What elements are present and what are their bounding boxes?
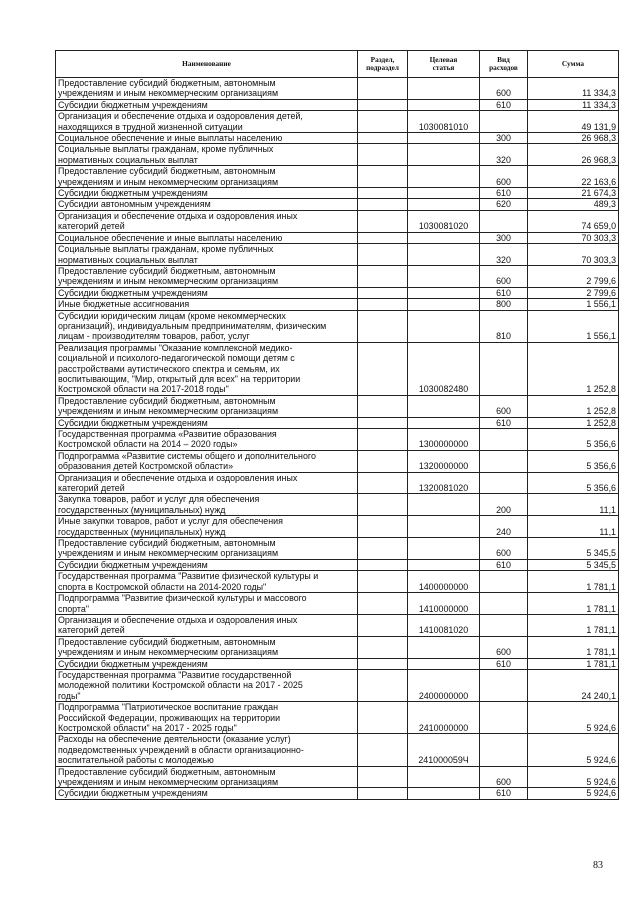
table-row	[56, 593, 619, 615]
cell-section	[358, 199, 408, 210]
cell-target: 1320081020	[408, 472, 480, 494]
cell-target	[408, 766, 480, 788]
cell-type	[480, 669, 528, 701]
cell-target	[408, 559, 480, 570]
cell-sum: 1 781,1	[528, 636, 619, 658]
table-row	[56, 188, 619, 199]
cell-name: Субсидии бюджетным учреждениям	[56, 658, 358, 669]
cell-sum: 5 356,6	[528, 429, 619, 451]
table-row	[56, 571, 619, 593]
cell-target	[408, 658, 480, 669]
cell-name: Предоставление субсидий бюджетным, автономным учреждениям и иным некоммерческим организациям	[56, 538, 358, 560]
cell-type	[480, 734, 528, 766]
cell-section	[358, 516, 408, 538]
cell-type: 200	[480, 494, 528, 516]
cell-section	[358, 636, 408, 658]
cell-name: Закупка товаров, работ и услуг для обеспечения государственных (муниципальных) нужд	[56, 494, 358, 516]
cell-sum: 5 924,6	[528, 788, 619, 799]
cell-name: Социальное обеспечение и иные выплаты населению	[56, 232, 358, 243]
cell-target: 1400000000	[408, 571, 480, 593]
cell-section	[358, 788, 408, 799]
cell-target	[408, 310, 480, 342]
cell-type	[480, 614, 528, 636]
cell-type: 610	[480, 99, 528, 110]
table-row	[56, 516, 619, 538]
cell-type: 300	[480, 232, 528, 243]
cell-target: 1030082480	[408, 342, 480, 395]
cell-name: Организация и обеспечение отдыха и оздоровления иных категорий детей	[56, 614, 358, 636]
cell-type: 240	[480, 516, 528, 538]
cell-sum: 22 163,6	[528, 166, 619, 188]
cell-sum: 5 924,6	[528, 702, 619, 734]
cell-type	[480, 111, 528, 133]
cell-target: 1300000000	[408, 429, 480, 451]
cell-section	[358, 78, 408, 100]
table-row	[56, 310, 619, 342]
cell-target	[408, 199, 480, 210]
cell-section	[358, 299, 408, 310]
cell-type	[480, 702, 528, 734]
cell-type: 610	[480, 658, 528, 669]
cell-type: 810	[480, 310, 528, 342]
cell-section	[358, 342, 408, 395]
cell-target	[408, 244, 480, 266]
cell-sum: 1 781,1	[528, 658, 619, 669]
table-row	[56, 342, 619, 395]
cell-section	[358, 669, 408, 701]
cell-section	[358, 188, 408, 199]
cell-target	[408, 417, 480, 428]
cell-section	[358, 210, 408, 232]
cell-type	[480, 450, 528, 472]
cell-type	[480, 593, 528, 615]
table-row	[56, 232, 619, 243]
cell-target	[408, 99, 480, 110]
cell-section	[358, 559, 408, 570]
cell-name: Субсидии автономным учреждениям	[56, 199, 358, 210]
cell-name: Подпрограмма "Развитие физической культуры и массового спорта"	[56, 593, 358, 615]
cell-sum: 5 356,6	[528, 472, 619, 494]
cell-sum: 1 252,8	[528, 342, 619, 395]
cell-sum: 5 924,6	[528, 766, 619, 788]
cell-name: Подпрограмма "Патриотическое воспитание граждан Российской Федерации, проживающих на территории Костромской области" на 2017 - 2025 годы"	[56, 702, 358, 734]
header-target: Целевая статья	[408, 51, 480, 78]
cell-section	[358, 166, 408, 188]
budget-table	[55, 50, 619, 800]
cell-section	[358, 395, 408, 417]
cell-name: Расходы на обеспечение деятельности (оказание услуг) подведомственных учреждений в области организационно- воспитательной работы с молодежью	[56, 734, 358, 766]
page-number: 83	[593, 860, 603, 871]
cell-section	[358, 614, 408, 636]
cell-name: Государственная программа "Развитие физической культуры и спорта в Костромской области на 2014-2020 годы"	[56, 571, 358, 593]
cell-section	[358, 702, 408, 734]
cell-sum: 489,3	[528, 199, 619, 210]
table-row	[56, 133, 619, 144]
cell-sum: 70 303,3	[528, 244, 619, 266]
cell-name: Организация и обеспечение отдыха и оздоровления детей, находящихся в трудной жизненной ситуации	[56, 111, 358, 133]
cell-target: 1320000000	[408, 450, 480, 472]
cell-section	[358, 310, 408, 342]
cell-target	[408, 299, 480, 310]
cell-target: 1410081020	[408, 614, 480, 636]
cell-sum: 5 356,6	[528, 450, 619, 472]
cell-type: 600	[480, 78, 528, 100]
cell-sum: 1 556,1	[528, 310, 619, 342]
table-row	[56, 788, 619, 799]
cell-name: Предоставление субсидий бюджетным, автономным учреждениям и иным некоммерческим организациям	[56, 166, 358, 188]
cell-type: 600	[480, 265, 528, 287]
cell-sum: 5 345,5	[528, 538, 619, 560]
cell-type: 320	[480, 244, 528, 266]
cell-target	[408, 265, 480, 287]
table-row	[56, 395, 619, 417]
cell-target	[408, 538, 480, 560]
cell-target: 1030081020	[408, 210, 480, 232]
cell-sum: 2 799,6	[528, 265, 619, 287]
cell-type	[480, 472, 528, 494]
cell-section	[358, 494, 408, 516]
header-section: Раздел, подраздел	[358, 51, 408, 78]
cell-sum: 11,1	[528, 516, 619, 538]
cell-target	[408, 232, 480, 243]
table-row	[56, 494, 619, 516]
table-row	[56, 417, 619, 428]
cell-name: Подпрограмма «Развитие системы общего и дополнительного образования детей Костромской области»	[56, 450, 358, 472]
cell-target	[408, 78, 480, 100]
cell-type: 610	[480, 788, 528, 799]
cell-type: 610	[480, 188, 528, 199]
cell-sum: 24 240,1	[528, 669, 619, 701]
cell-section	[358, 734, 408, 766]
table-row	[56, 144, 619, 166]
cell-name: Иные закупки товаров, работ и услуг для обеспечения государственных (муниципальных) нужд	[56, 516, 358, 538]
table-row	[56, 669, 619, 701]
table-row	[56, 199, 619, 210]
cell-name: Субсидии бюджетным учреждениям	[56, 559, 358, 570]
cell-name: Предоставление субсидий бюджетным, автономным учреждениям и иным некоммерческим организациям	[56, 395, 358, 417]
cell-target	[408, 287, 480, 298]
cell-target	[408, 788, 480, 799]
cell-target	[408, 144, 480, 166]
cell-target	[408, 494, 480, 516]
table-row	[56, 636, 619, 658]
table-row	[56, 78, 619, 100]
table-row	[56, 287, 619, 298]
cell-sum: 1 252,8	[528, 417, 619, 428]
cell-name: Субсидии юридическим лицам (кроме некоммерческих организаций), индивидуальным предпринимателям, физическим лицам - производителям товаров, работ, услуг	[56, 310, 358, 342]
cell-name: Иные бюджетные ассигнования	[56, 299, 358, 310]
cell-section	[358, 144, 408, 166]
cell-target	[408, 395, 480, 417]
cell-name: Предоставление субсидий бюджетным, автономным учреждениям и иным некоммерческим организациям	[56, 636, 358, 658]
cell-target	[408, 516, 480, 538]
table-header-row	[56, 51, 619, 78]
cell-type: 320	[480, 144, 528, 166]
cell-sum: 26 968,3	[528, 144, 619, 166]
cell-type: 800	[480, 299, 528, 310]
table-row	[56, 559, 619, 570]
cell-section	[358, 99, 408, 110]
cell-target: 2410000000	[408, 702, 480, 734]
table-row	[56, 472, 619, 494]
table-row	[56, 702, 619, 734]
table-row	[56, 429, 619, 451]
cell-type: 600	[480, 395, 528, 417]
cell-sum: 1 781,1	[528, 571, 619, 593]
cell-type	[480, 342, 528, 395]
cell-name: Организация и обеспечение отдыха и оздоровления иных категорий детей	[56, 472, 358, 494]
cell-type: 620	[480, 199, 528, 210]
cell-target: 2400000000	[408, 669, 480, 701]
cell-name: Государственная программа "Развитие государственной молодежной политики Костромской области на 2017 - 2025 годы"	[56, 669, 358, 701]
table-row	[56, 450, 619, 472]
cell-sum: 1 252,8	[528, 395, 619, 417]
table-row	[56, 244, 619, 266]
cell-type	[480, 429, 528, 451]
cell-target: 1410000000	[408, 593, 480, 615]
header-sum: Сумма	[528, 51, 619, 78]
cell-type: 600	[480, 166, 528, 188]
cell-name: Социальные выплаты гражданам, кроме публичных нормативных социальных выплат	[56, 244, 358, 266]
cell-type: 610	[480, 559, 528, 570]
table-row	[56, 614, 619, 636]
cell-type: 610	[480, 417, 528, 428]
cell-type: 600	[480, 636, 528, 658]
cell-target: 241000059Ч	[408, 734, 480, 766]
cell-section	[358, 450, 408, 472]
cell-sum: 74 659,0	[528, 210, 619, 232]
cell-section	[358, 538, 408, 560]
cell-type: 600	[480, 766, 528, 788]
cell-name: Социальные выплаты гражданам, кроме публичных нормативных социальных выплат	[56, 144, 358, 166]
cell-sum: 1 556,1	[528, 299, 619, 310]
table-row	[56, 766, 619, 788]
cell-name: Предоставление субсидий бюджетным, автономным учреждениям и иным некоммерческим организациям	[56, 265, 358, 287]
table-row	[56, 538, 619, 560]
table-row	[56, 299, 619, 310]
cell-section	[358, 593, 408, 615]
cell-target	[408, 166, 480, 188]
cell-sum: 26 968,3	[528, 133, 619, 144]
cell-target	[408, 133, 480, 144]
table-row	[56, 658, 619, 669]
cell-name: Субсидии бюджетным учреждениям	[56, 788, 358, 799]
cell-sum: 5 924,6	[528, 734, 619, 766]
cell-name: Субсидии бюджетным учреждениям	[56, 99, 358, 110]
table-row	[56, 265, 619, 287]
table-row	[56, 99, 619, 110]
table-row	[56, 210, 619, 232]
cell-sum: 49 131,9	[528, 111, 619, 133]
cell-name: Субсидии бюджетным учреждениям	[56, 417, 358, 428]
cell-name: Государственная программа «Развитие образования Костромской области на 2014 – 2020 годы»	[56, 429, 358, 451]
cell-target	[408, 636, 480, 658]
cell-section	[358, 244, 408, 266]
cell-sum: 11,1	[528, 494, 619, 516]
cell-section	[358, 265, 408, 287]
cell-section	[358, 111, 408, 133]
cell-section	[358, 429, 408, 451]
cell-type: 610	[480, 287, 528, 298]
cell-type: 300	[480, 133, 528, 144]
cell-sum: 11 334,3	[528, 78, 619, 100]
cell-target	[408, 188, 480, 199]
cell-sum: 11 334,3	[528, 99, 619, 110]
header-type: Вид расходов	[480, 51, 528, 78]
cell-section	[358, 133, 408, 144]
header-name: Наименование	[56, 51, 358, 78]
cell-name: Субсидии бюджетным учреждениям	[56, 188, 358, 199]
cell-name: Социальное обеспечение и иные выплаты населению	[56, 133, 358, 144]
cell-sum: 1 781,1	[528, 614, 619, 636]
table-row	[56, 166, 619, 188]
cell-section	[358, 472, 408, 494]
cell-name: Предоставление субсидий бюджетным, автономным учреждениям и иным некоммерческим организациям	[56, 766, 358, 788]
cell-section	[358, 658, 408, 669]
cell-sum: 21 674,3	[528, 188, 619, 199]
cell-sum: 5 345,5	[528, 559, 619, 570]
cell-type: 600	[480, 538, 528, 560]
cell-section	[358, 766, 408, 788]
cell-type	[480, 210, 528, 232]
cell-name: Субсидии бюджетным учреждениям	[56, 287, 358, 298]
cell-section	[358, 232, 408, 243]
cell-sum: 2 799,6	[528, 287, 619, 298]
table-row	[56, 734, 619, 766]
cell-section	[358, 571, 408, 593]
cell-name: Предоставление субсидий бюджетным, автономным учреждениям и иным некоммерческим организациям	[56, 78, 358, 100]
cell-section	[358, 417, 408, 428]
cell-sum: 70 303,3	[528, 232, 619, 243]
cell-name: Организация и обеспечение отдыха и оздоровления иных категорий детей	[56, 210, 358, 232]
cell-target: 1030081010	[408, 111, 480, 133]
cell-sum: 1 781,1	[528, 593, 619, 615]
cell-type	[480, 571, 528, 593]
cell-name: Реализация программы "Оказание комплексной медико- социальной и психолого-педагогической помощи детям с расстройствами аутистического спектра и семьям, их воспитывающим, "Мир, открытый для всех" на территории Костромской области на 2017-2018 годы"	[56, 342, 358, 395]
cell-section	[358, 287, 408, 298]
table-row	[56, 111, 619, 133]
